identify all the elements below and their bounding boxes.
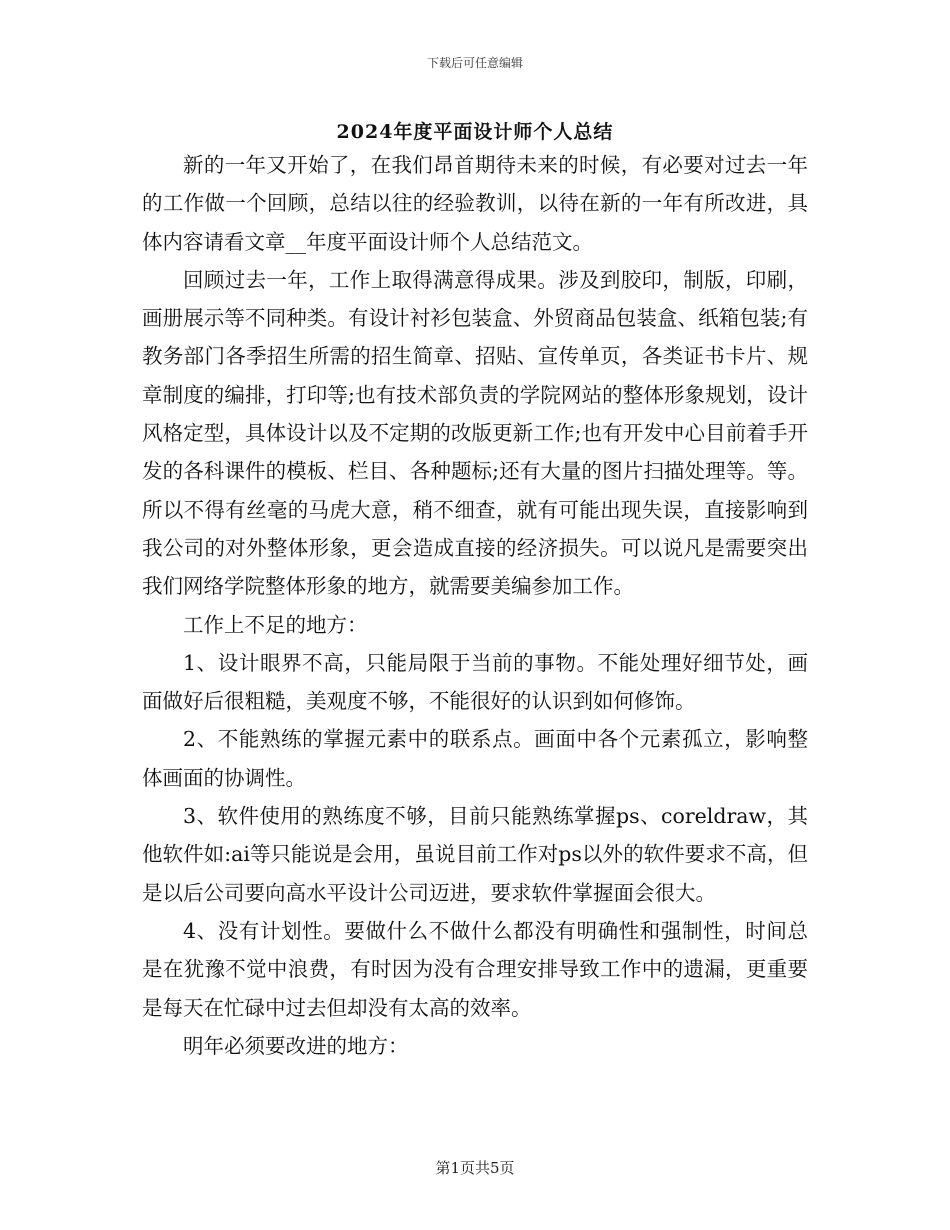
paragraph-shortcoming-3: 3、软件使用的熟练度不够，目前只能熟练掌握ps、coreldraw，其他软件如:ai等只能说是会用，虽说目前工作对ps以外的软件要求不高，但是以后公司要向高水平设计公司迈进，要求软件掌握面会很大。 <box>142 804 808 905</box>
document-body <box>142 146 808 1065</box>
paragraph-review: 回顾过去一年，工作上取得满意得成果。涉及到胶印，制版，印刷，画册展示等不同种类。有设计衬衫包装盒、外贸商品包装盒、纸箱包装;有教务部门各季招生所需的招生简章、招贴、宣传单页，各类证书卡片、规章制度的编排，打印等;也有技术部负责的学院网站的整体形象规划，设计风格定型，具体设计以及不定期的改版更新工作;也有开发中心目前着手开发的各科课件的模板、栏目、各种题标;还有大量的图片扫描处理等。等。所以不得有丝毫的马虎大意，稍不细查，就有可能出现失误，直接影响到我公司的对外整体形象，更会造成直接的经济损失。可以说凡是需要突出我们网络学院整体形象的地方，就需要美编参加工作。 <box>142 267 808 599</box>
paragraph-shortcomings-heading: 工作上不足的地方： <box>183 612 368 637</box>
paragraph-shortcoming-4: 4、没有计划性。要做什么不做什么都没有明确性和强制性，时间总是在犹豫不觉中浪费，有时因为没有合理安排导致工作中的遗漏，更重要是每天在忙碌中过去但却没有太高的效率。 <box>142 918 808 1020</box>
header-note: 下载后可任意编辑 <box>426 56 523 70</box>
paragraph-shortcoming-1: 1、设计眼界不高，只能局限于当前的事物。不能处理好细节处，画面做好后很粗糙，美观度不够，不能很好的认识到如何修饰。 <box>142 650 808 714</box>
document-title: 2024年度平面设计师个人总结 <box>336 121 614 143</box>
paragraph-shortcoming-2: 2、不能熟练的掌握元素中的联系点。画面中各个元素孤立，影响整体画面的协调性。 <box>142 727 808 790</box>
paragraph-improvements-heading: 明年必须要改进的地方： <box>183 1033 409 1058</box>
paragraph-intro: 新的一年又开始了，在我们昂首期待未来的时候，有必要对过去一年的工作做一个回顾，总结以往的经验教训，以待在新的一年有所改进，具体内容请看文章__年度平面设计师个人总结范文。 <box>142 153 808 254</box>
page-number: 第1页共5页 <box>435 1159 515 1177</box>
